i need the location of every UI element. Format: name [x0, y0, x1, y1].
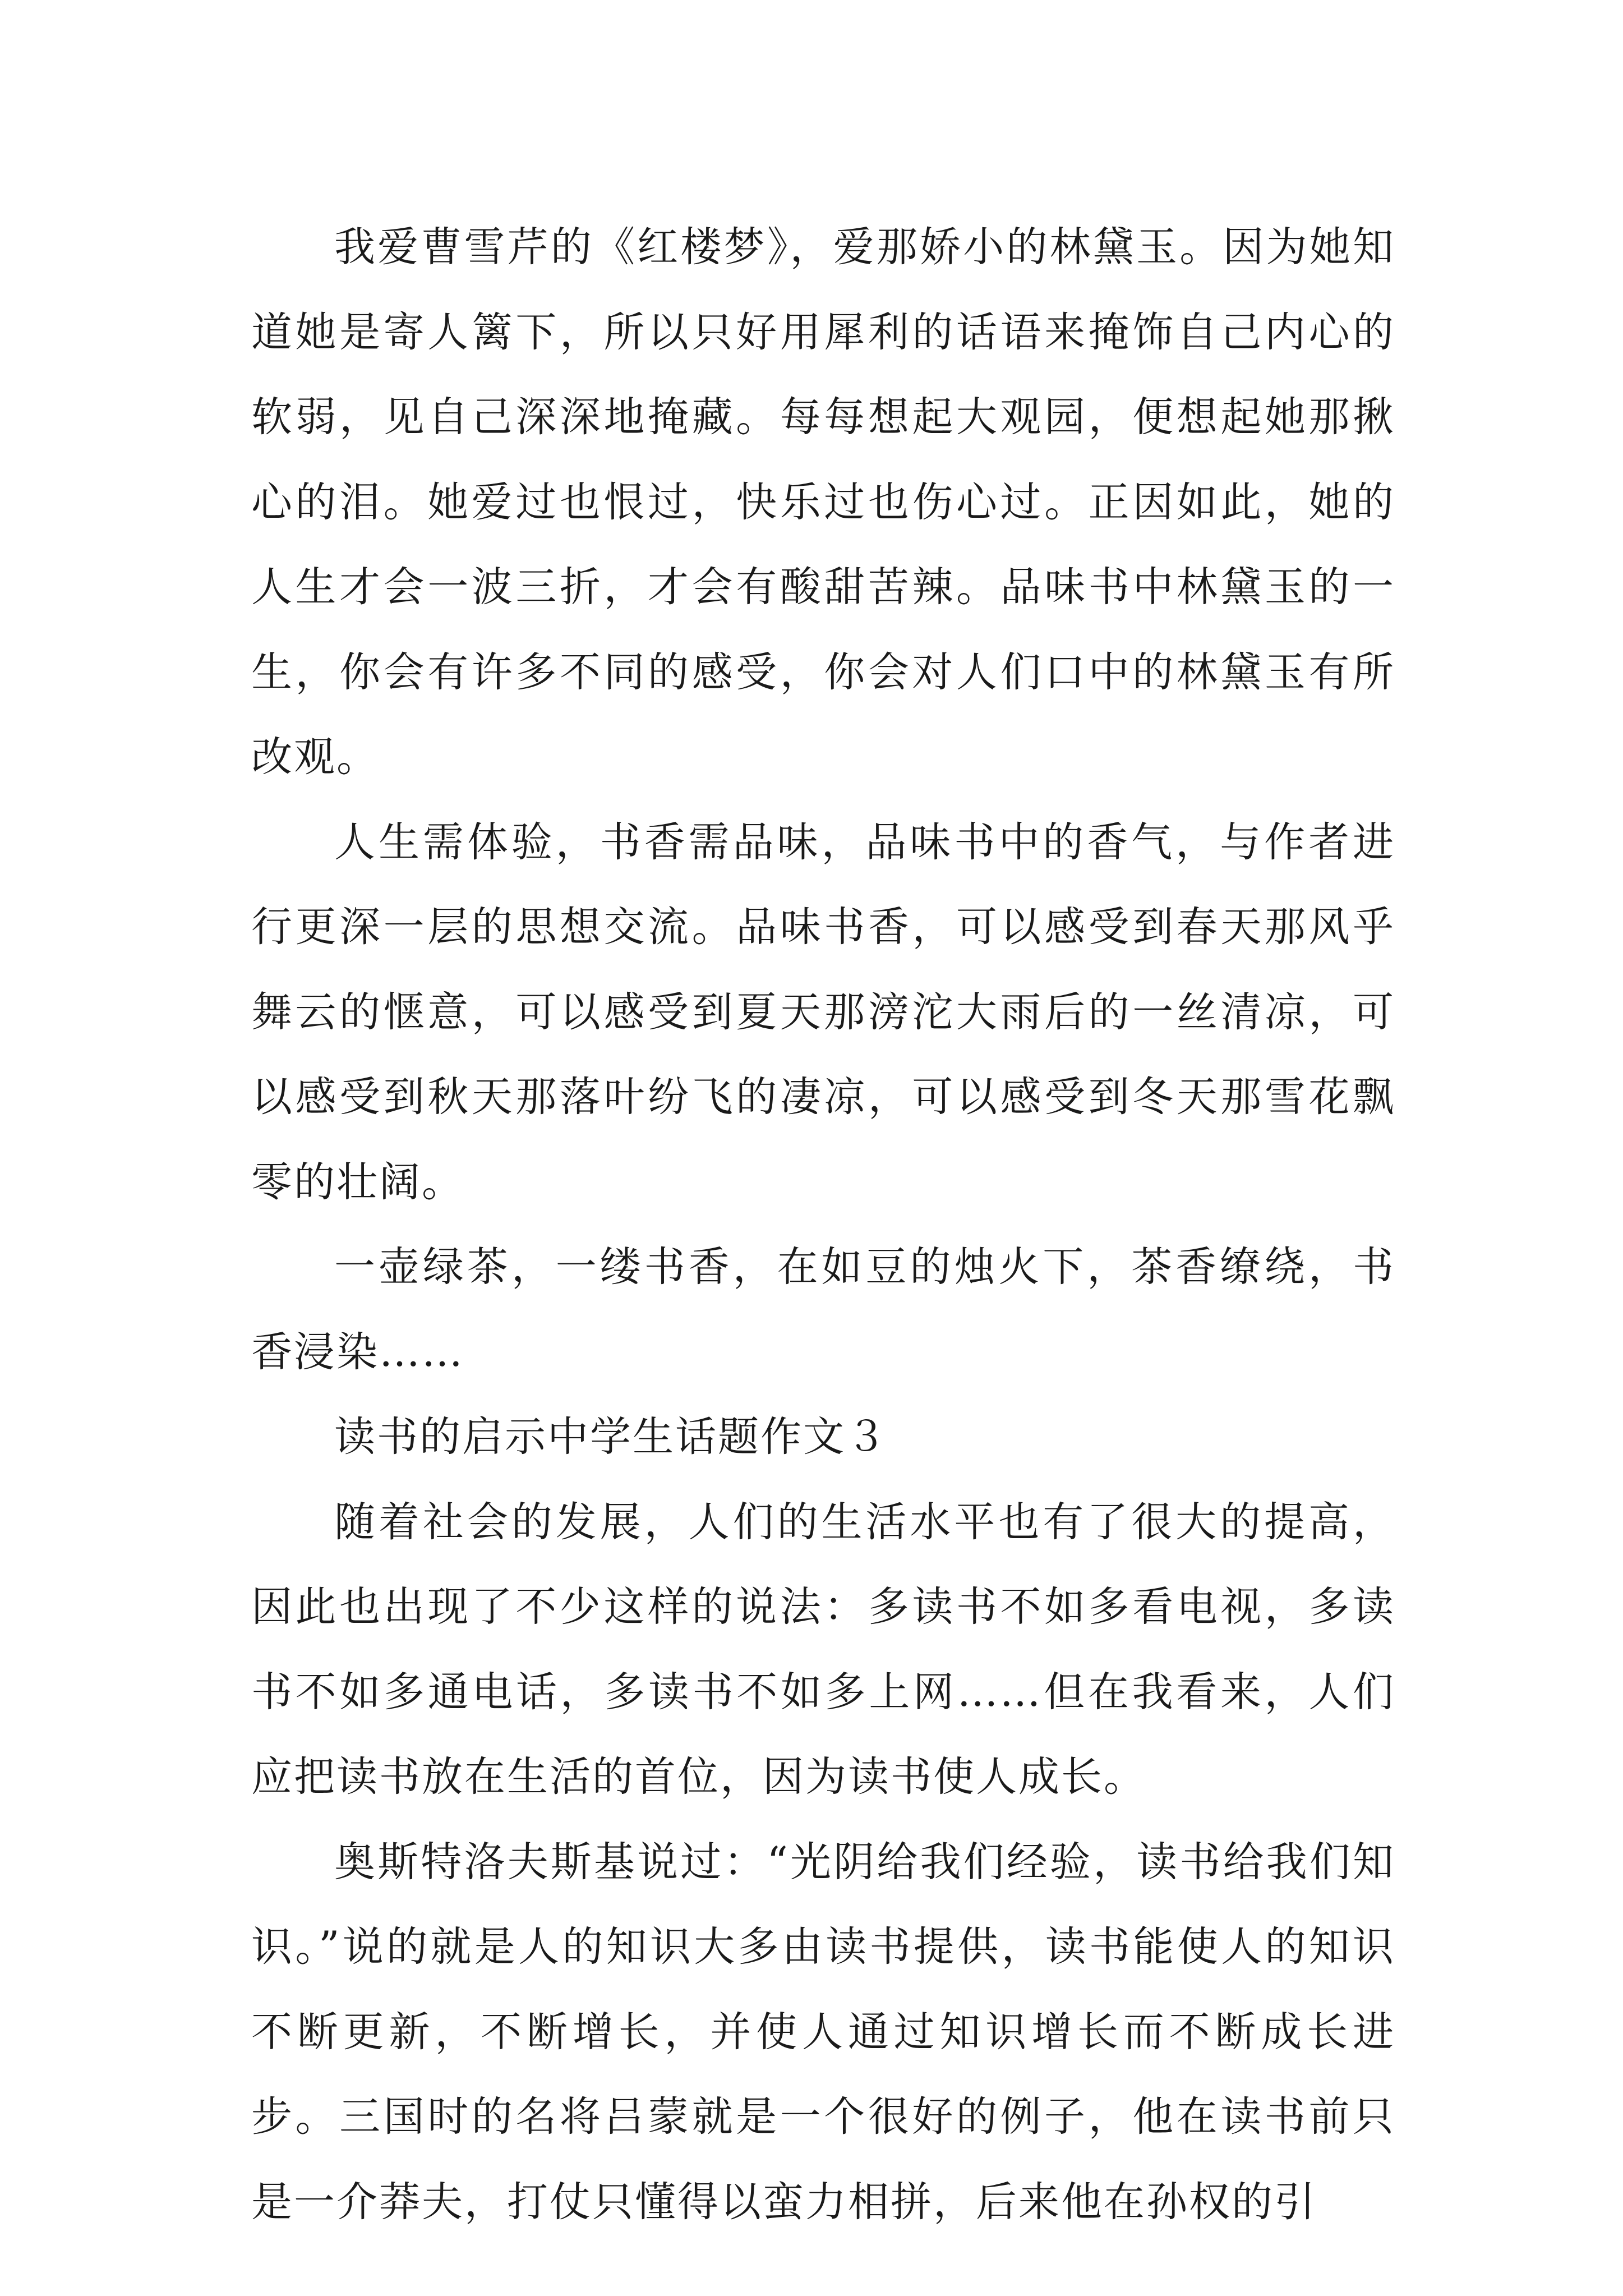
document-body — [251, 205, 1395, 2244]
paragraph-book-fragrance: 人生需体验，书香需品味，品味书中的香气，与作者进行更深一层的思想交流。品味书香，可以感受到春天那风乎舞云的惬意，可以感受到夏天那滂沱大雨后的一丝清凉，可以感受到秋天那落叶纷飞的凄凉，可以感受到冬天那雪花飘零的壮阔。 — [251, 818, 1395, 1206]
essay-heading: 读书的启示中学生话题作文３ — [334, 1413, 888, 1461]
paragraph-daiyu: 我爱曹雪芹的《红楼梦》，爱那娇小的林黛玉。因为她知道她是寄人篱下，所以只好用犀利的话语来掩饰自己内心的软弱，见自己深深地掩藏。每每想起大观园，便想起她那揪心的泪。她爱过也恨过，快乐过也伤心过。正因如此，她的人生才会一波三折，才会有酸甜苦辣。品味书中林黛玉的一生，你会有许多不同的感受，你会对人们口中的林黛玉有所改观。 — [251, 223, 1395, 781]
paragraph-green-tea: 一壶绿茶，一缕书香，在如豆的烛火下，茶香缭绕，书香浸染…… — [251, 1243, 1395, 1376]
paragraph-ostrovsky: 奥斯特洛夫斯基说过：“光阴给我们经验，读书给我们知识。”说的就是人的知识大多由读书提供，读书能使人的知识不断更新，不断增长，并使人通过知识增长而不断成长进步。三国时的名将吕蒙就是一个很好的例子，他在读书前只是一介莽夫，打仗只懂得以蛮力相拼，后来他在孙权的引 — [251, 1838, 1395, 2226]
paragraph-society: 随着社会的发展，人们的生活水平也有了很大的提高，因此也出现了不少这样的说法：多读书不如多看电视，多读书不如多通电话，多读书不如多上网……但在我看来，人们应把读书放在生活的首位，因为读书使人成长。 — [251, 1498, 1395, 1801]
